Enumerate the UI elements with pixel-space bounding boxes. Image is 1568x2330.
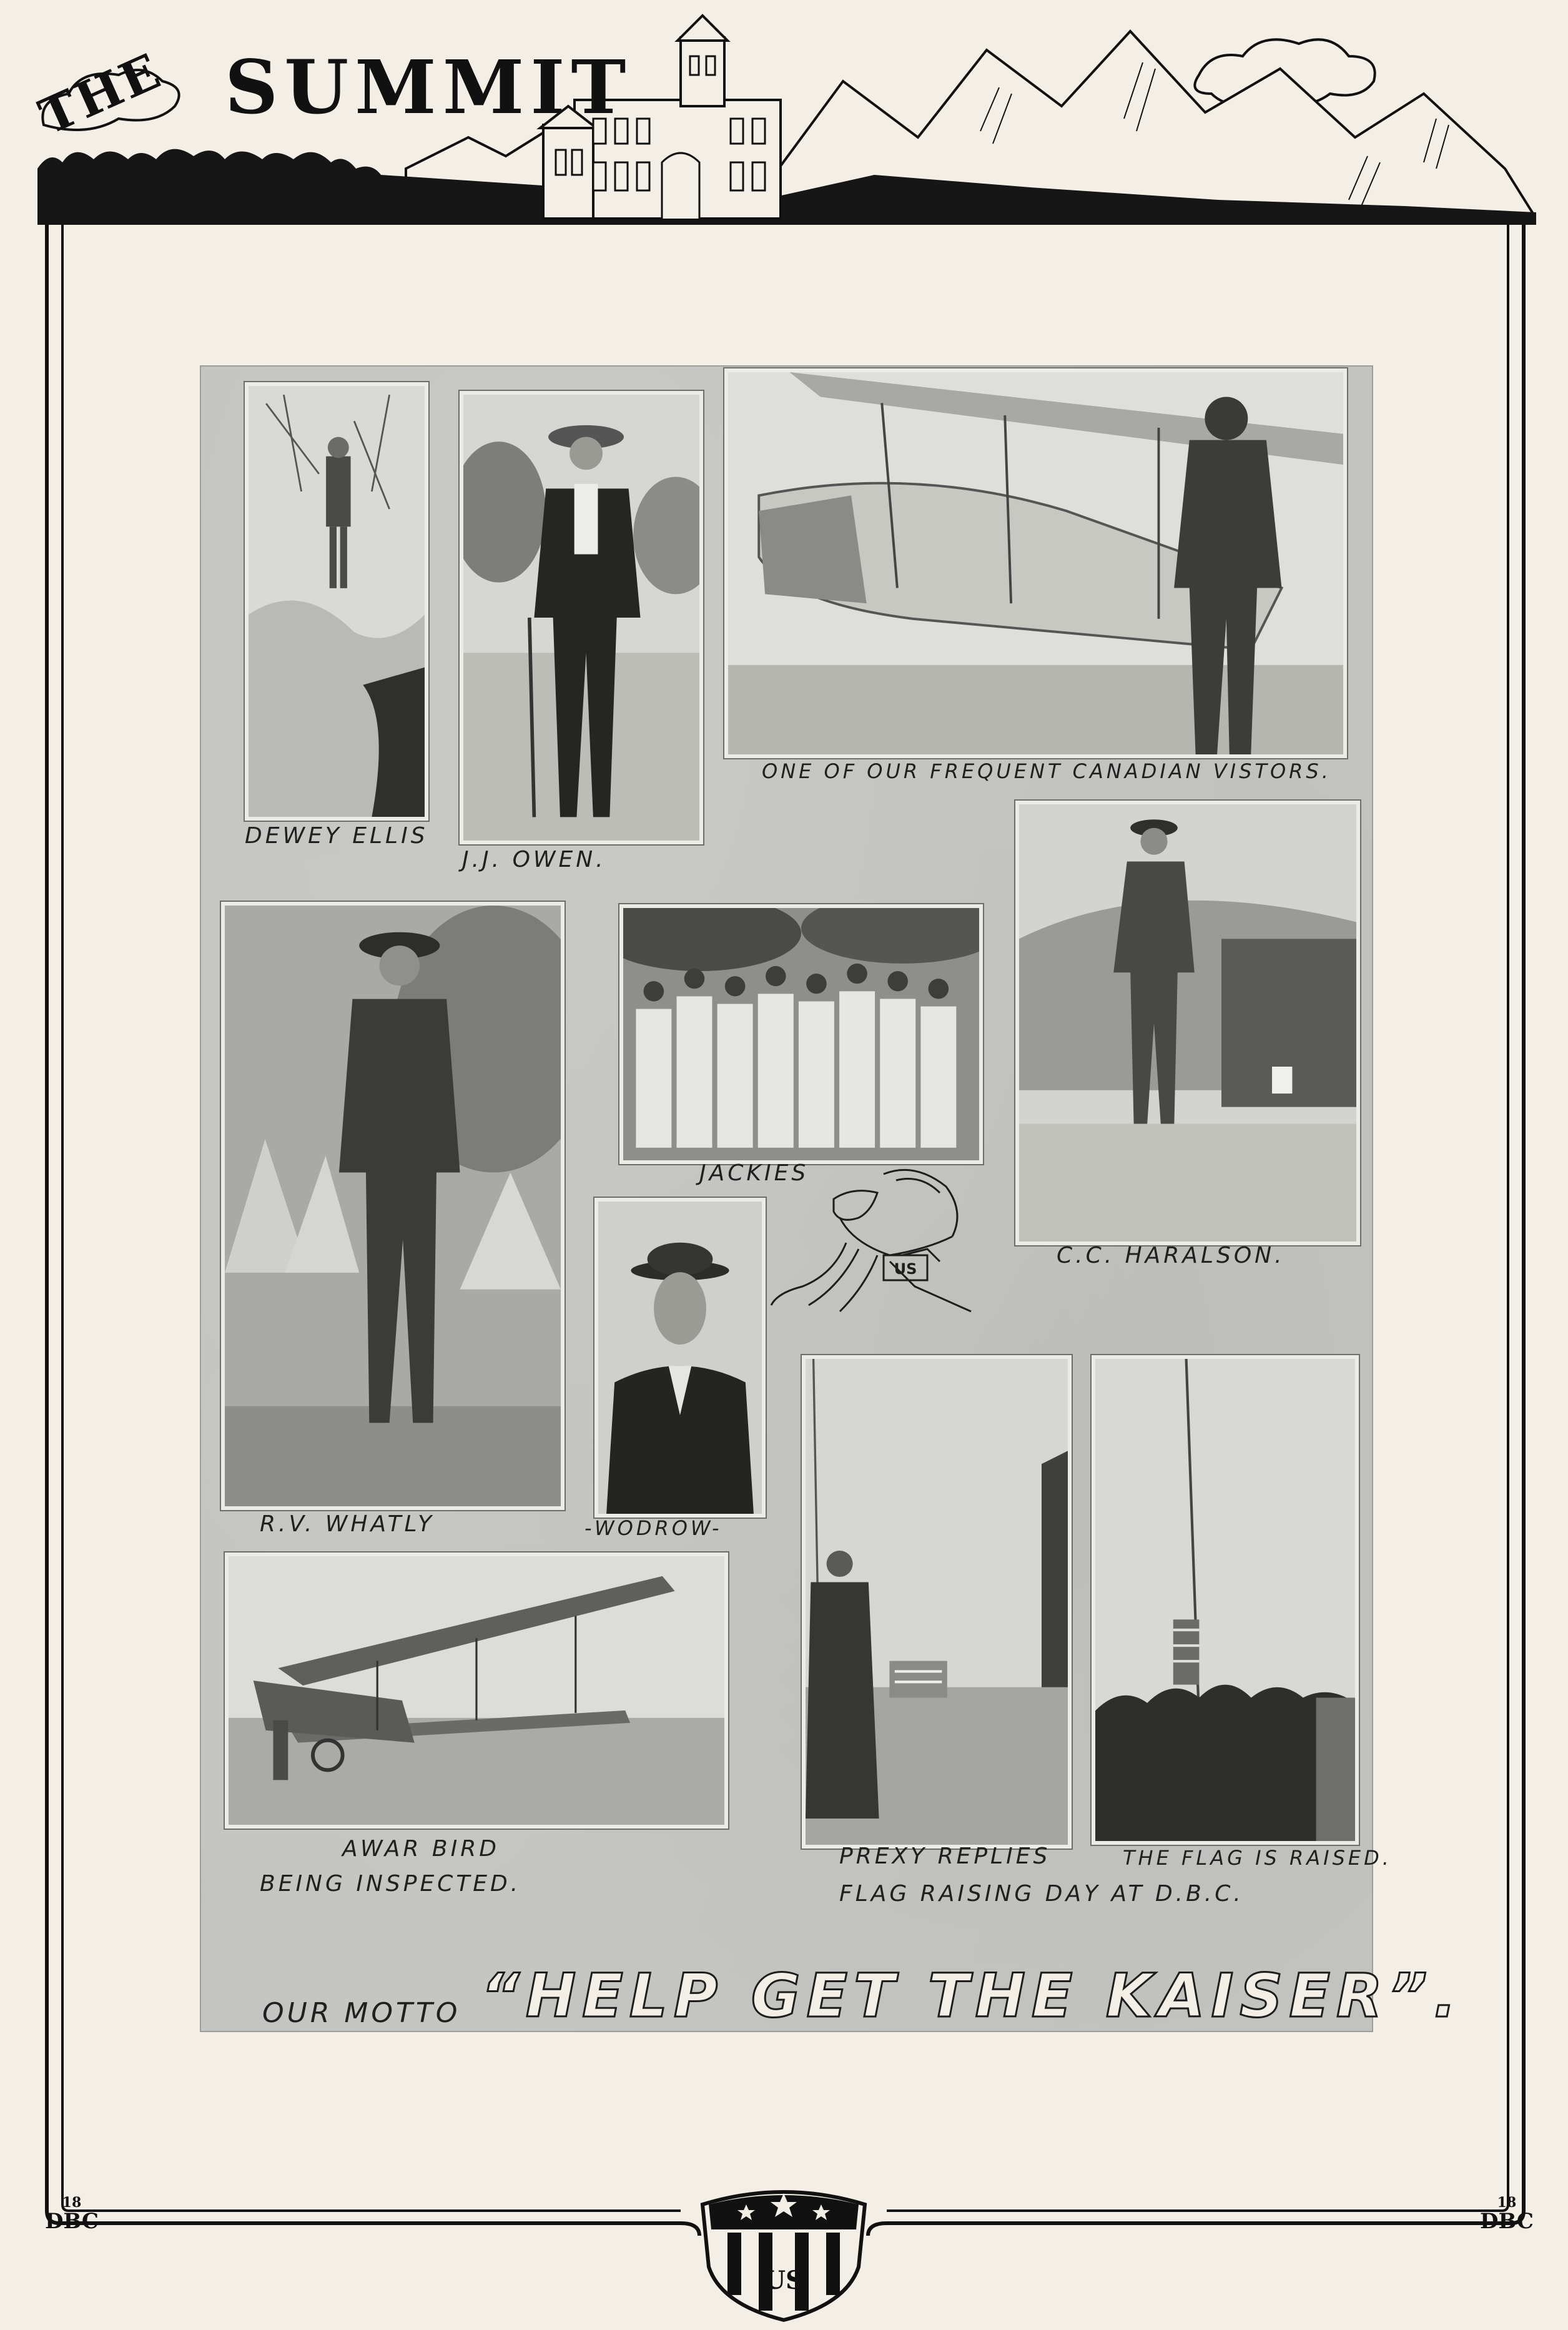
photo-canadian-visitor-airplane: [724, 368, 1347, 758]
photo-flag-raised: [1092, 1355, 1359, 1845]
corner-mark-right: [1480, 2193, 1534, 2234]
uncle-sam-hat-letters: US: [894, 1260, 917, 1278]
caption-jj-owen: J.J. OWEN.: [462, 847, 606, 872]
photo-jackies-sailors: [619, 904, 983, 1164]
footer-shield-letters: US: [764, 2266, 804, 2295]
caption-flag-raised: THE FLAG IS RAISED.: [1123, 1846, 1392, 1870]
banner-title-the: THE: [31, 42, 170, 146]
caption-flag-raising-day: FLAG RAISING DAY AT D.B.C.: [839, 1881, 1244, 1907]
photo-prexy-replies: [802, 1355, 1072, 1849]
corner-mark-left: [45, 2193, 99, 2234]
caption-rv-whatly: R.V. WHATLY: [260, 1511, 435, 1537]
motto-help-get-the-kaiser: “HELP GET THE KAISER”.: [481, 1961, 1463, 2031]
caption-war-bird-line1: AWAR BIRD: [342, 1836, 500, 1862]
caption-wodrow: -WODROW-: [584, 1516, 722, 1540]
banner-title-summit: SUMMIT: [225, 44, 633, 131]
corner-mark-right-text: DBC: [1480, 2209, 1534, 2234]
caption-cc-haralson: C.C. HARALSON.: [1057, 1243, 1285, 1268]
corner-mark-right-year: 18: [1497, 2194, 1517, 2211]
footer-shield-emblem: [690, 2179, 877, 2323]
caption-prexy-replies: PREXY REPLIES: [839, 1844, 1051, 1869]
photo-rv-whatly: [221, 902, 565, 1510]
photo-wodrow: [594, 1198, 766, 1518]
photo-jj-owen: [460, 391, 703, 844]
corner-mark-left-year: 18: [62, 2194, 82, 2211]
caption-war-bird-line2: BEING INSPECTED.: [260, 1871, 521, 1897]
caption-jackies: JACKIES: [699, 1160, 809, 1186]
motto-prefix: OUR MOTTO: [262, 1997, 461, 2029]
photo-war-bird-biplane: [225, 1553, 728, 1829]
photo-dewey-ellis: [245, 382, 428, 821]
caption-dewey-ellis: DEWEY ELLIS: [245, 823, 428, 849]
uncle-sam-sketch: [765, 1162, 990, 1374]
photo-cc-haralson: [1015, 801, 1360, 1245]
caption-canadian-visitor: ONE OF OUR FREQUENT CANADIAN VISTORS.: [762, 759, 1331, 783]
corner-mark-left-text: DBC: [45, 2209, 99, 2234]
